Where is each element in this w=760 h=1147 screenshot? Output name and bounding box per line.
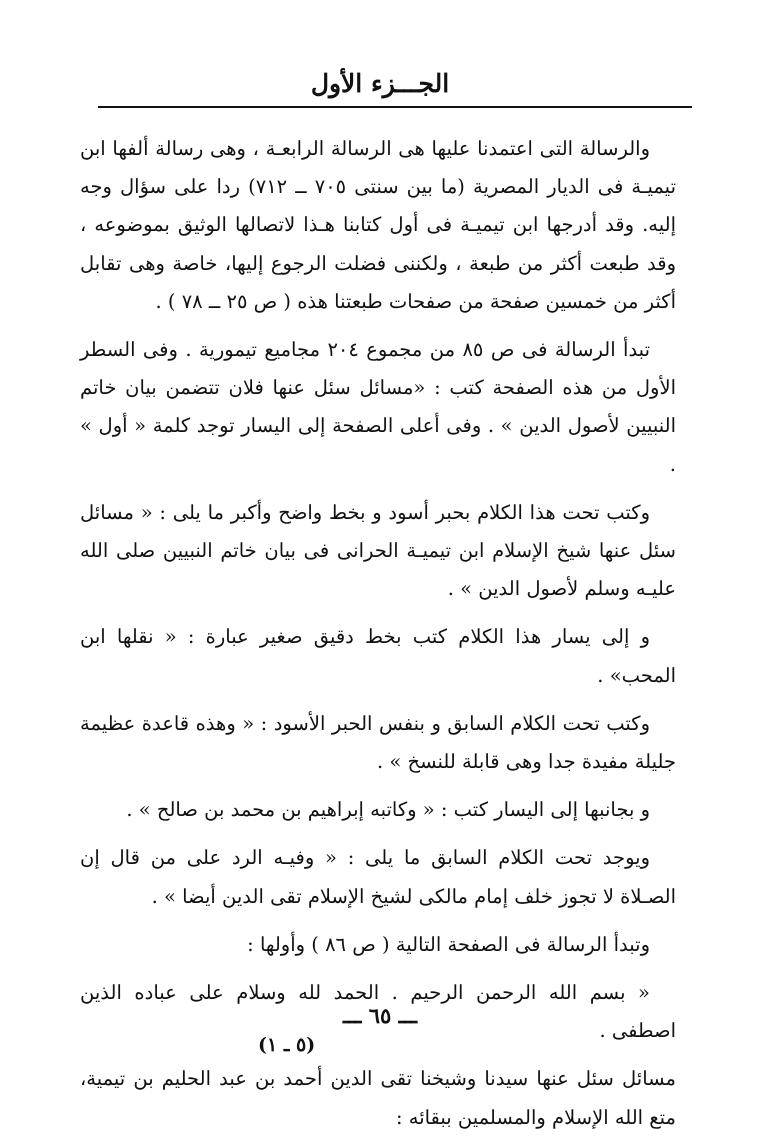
signature-mark: (٥ ـ ١) (258, 1034, 316, 1056)
quotation-paragraph: مسائل سئل عنها سيدنا وشيخنا تقى الدين أحمد بن عبد الحليم بن تيمية، متع الله الإسلام والمسلمين ببقائه : (80, 1067, 676, 1129)
page-body (80, 130, 676, 1147)
paragraph: و بجانبها إلى اليسار كتب : « وكاتبه إبراهيم بن محمد بن صالح » . (126, 798, 650, 822)
header-rule (98, 106, 692, 108)
paragraph: ويوجد تحت الكلام السابق ما يلى : « وفيـه الرد على من قال إن الصـلاة لا تجوز خلف إمام مالكى لشيخ الإسلام تقى الدين أيضا » . (80, 846, 676, 908)
paragraph: وكتب تحت هذا الكلام بحبر أسود و بخط واضح وأكبر ما يلى : « مسائل سئل عنها شيخ الإسلام ابن تيميـة الحرانى فى بيان خاتم النبيين صلى الله عليـه وسلم لأصول الدين » . (80, 500, 676, 601)
running-head: الجـــزء الأول (310, 69, 450, 98)
paragraph: وتبدأ الرسالة فى الصفحة التالية ( ص ٨٦ ) وأولها : (247, 932, 650, 956)
paragraph: تبدأ الرسالة فى ص ٨٥ من مجموع ٢٠٤ مجاميع تيمورية . وفى السطر الأول من هذه الصفحة كتب : «مسائل سئل عنها فلان تتضمن بيان خاتم النبيين لأصول الدين » . وفى أعلى الصفحة إلى اليسار توجد كلمة « أول » . (80, 338, 676, 476)
paragraph: و إلى يسار هذا الكلام كتب بخط دقيق صغير عبارة : « نقلها ابن المحب» . (80, 625, 676, 687)
paragraph: والرسالة التى اعتمدنا عليها هى الرسالة الرابعـة ، وهى رسالة ألفها ابن تيميـة فى الديار المصرية (ما بين سنتى ٧٠٥ ــ ٧١٢) ردا على سؤال وجه إليه. وقد أدرجها ابن تيميـة فى أول كتابنا هـذا لاتصالها الوثيق بموضوعه ، وقد طبعت أكثر من طبعة ، ولكننى فضلت الرجوع إليها، خاصة وهى تقابل أكثر من خمسين صفحة من صفحات طبعتنا هذه ( ص ٢٥ ــ ٧٨ ) . (80, 137, 676, 313)
page-number: ـــ ٦٥ ـــ (342, 1003, 418, 1028)
paragraph: وكتب تحت الكلام السابق و بنفس الحبر الأسود : « وهذه قاعدة عظيمة جليلة مفيدة جدا وهى قابلة للنسخ » . (80, 711, 676, 774)
quotation-line: « بسم الله الرحمن الرحيم . الحمد لله وسلام على عباده الذين اصطفى . (80, 981, 676, 1043)
